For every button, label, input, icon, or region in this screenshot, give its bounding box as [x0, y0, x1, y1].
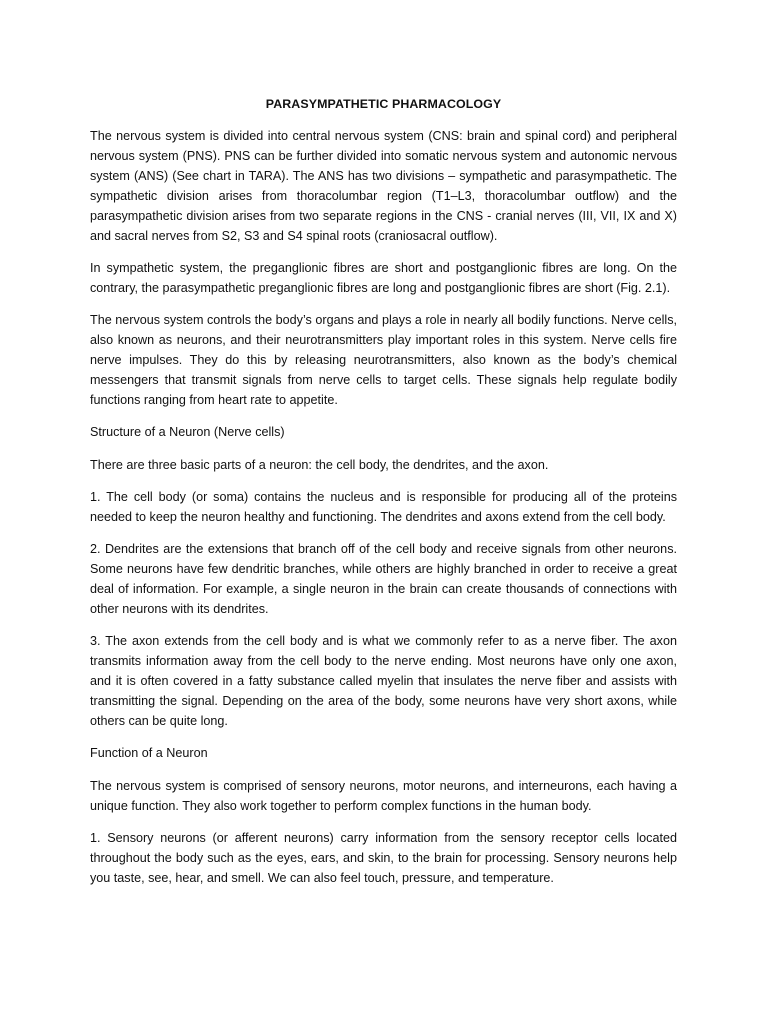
document-title: PARASYMPATHETIC PHARMACOLOGY: [265, 97, 502, 111]
paragraph-axon: 3. The axon extends from the cell body and is what we commonly refer to as a nerve fiber. The axon transmits information away from the cell body to the nerve ending. Most neurons have only one axon, and it is often covered in a fatty substance called myelin that insulates the nerve fiber and assists with transmitting the signal. Depending on the area of the body, some neurons have very short axons, while others can be quite long.: [90, 634, 677, 728]
paragraph-sensory-neurons: 1. Sensory neurons (or afferent neurons) carry information from the sensory receptor cells located throughout the body such as the eyes, ears, and skin, to the brain for processing. Sensory neurons help you taste, see, hear, and smell. We can also feel touch, pressure, and temperature.: [90, 831, 677, 885]
document-page: [90, 94, 677, 900]
paragraph-nervous-system-control: The nervous system controls the body’s organs and plays a role in nearly all bodily functions. Nerve cells, also known as neurons, and their neurotransmitters play important roles in this system. Nerve cells fire nerve impulses. They do this by releasing neurotransmitters, also known as the body’s chemical messengers that transmit signals from nerve cells to target cells. These signals help regulate bodily functions ranging from heart rate to appetite.: [90, 313, 677, 407]
paragraph-dendrites: 2. Dendrites are the extensions that branch off of the cell body and receive signals from other neurons. Some neurons have few dendritic branches, while others are highly branched in order to receive a great deal of information. For example, a single neuron in the brain can create thousands of connections with other neurons with its dendrites.: [90, 542, 677, 616]
paragraph-neuron-parts: There are three basic parts of a neuron: the cell body, the dendrites, and the axon.: [90, 458, 549, 472]
paragraph-nervous-system-divisions: The nervous system is divided into central nervous system (CNS: brain and spinal cord) and peripheral nervous system (PNS). PNS can be further divided into somatic nervous system and autonomic nervous system (ANS) (See chart in TARA). The ANS has two divisions – sympathetic and parasympathetic. The sympathetic division arises from thoracolumbar region (T1–L3, thoracolumbar outflow) and the parasympathetic division arises from two separate regions in the CNS - cranial nerves (III, VII, IX and X) and sacral nerves from S2, S3 and S4 spinal roots (craniosacral outflow).: [90, 129, 677, 243]
paragraph-fibre-lengths: In sympathetic system, the preganglionic fibres are short and postganglionic fibres are long. On the contrary, the parasympathetic preganglionic fibres are long and postganglionic fibres are short (Fig. 2.1).: [90, 261, 677, 295]
paragraph-neuron-types: The nervous system is comprised of sensory neurons, motor neurons, and interneurons, each having a unique function. They also work together to perform complex functions in the human body.: [90, 779, 677, 813]
section-heading-function: Function of a Neuron: [90, 746, 208, 760]
section-heading-structure: Structure of a Neuron (Nerve cells): [90, 425, 285, 439]
paragraph-cell-body: 1. The cell body (or soma) contains the nucleus and is responsible for producing all of the proteins needed to keep the neuron healthy and functioning. The dendrites and axons extend from the cell body.: [90, 490, 677, 524]
